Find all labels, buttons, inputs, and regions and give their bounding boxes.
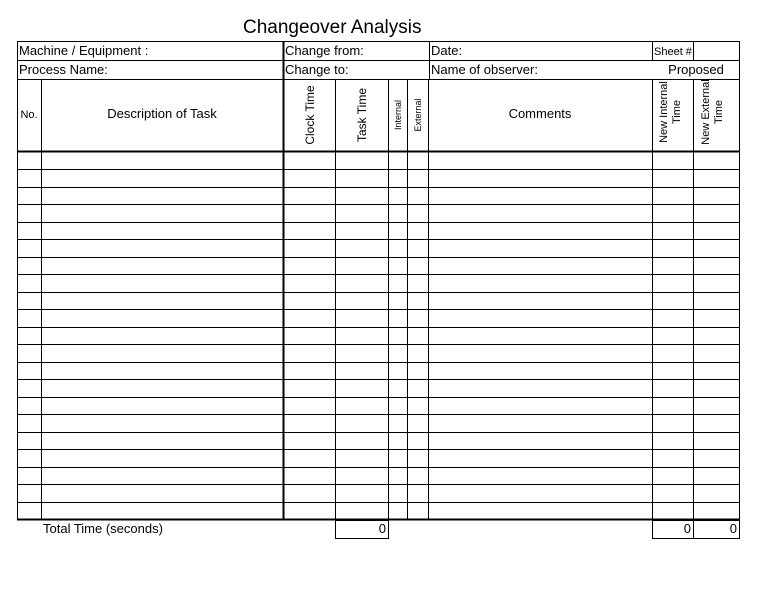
machine-equipment-label: Machine / Equipment : — [19, 43, 149, 58]
column-header-task-time: Task Time — [355, 88, 369, 143]
observer-label: Name of observer: — [431, 62, 538, 77]
sheet-number-label: Sheet #: — [654, 46, 695, 58]
new-internal-line2: Time — [671, 99, 683, 125]
total-new-external-cell: 0 — [693, 520, 740, 539]
column-header-new-external-time — [700, 64, 732, 160]
column-header-external: External — [413, 98, 423, 132]
column-header-comments: Comments — [508, 106, 572, 121]
column-header-description: Description of Task — [107, 106, 217, 121]
column-header-internal: Internal — [393, 99, 403, 131]
process-name-label: Process Name: — [19, 62, 108, 77]
form-title: Changeover Analysis — [243, 17, 422, 38]
change-from-label: Change from: — [285, 43, 364, 58]
proposed-label: Proposed — [668, 62, 724, 77]
column-header-clock-time: Clock Time — [303, 85, 317, 145]
column-header-no: No. — [20, 109, 38, 121]
new-internal-line1: New Internal — [658, 81, 670, 143]
column-header-new-internal-time — [658, 64, 690, 160]
total-time-label: Total Time (seconds) — [43, 521, 163, 536]
total-task-time-cell: 0 — [335, 520, 389, 539]
date-label: Date: — [431, 43, 463, 58]
total-new-internal-cell: 0 — [652, 520, 694, 539]
new-external-line2: Time — [713, 99, 725, 125]
change-to-label: Change to: — [285, 62, 349, 77]
new-external-line1: New External — [700, 79, 712, 145]
